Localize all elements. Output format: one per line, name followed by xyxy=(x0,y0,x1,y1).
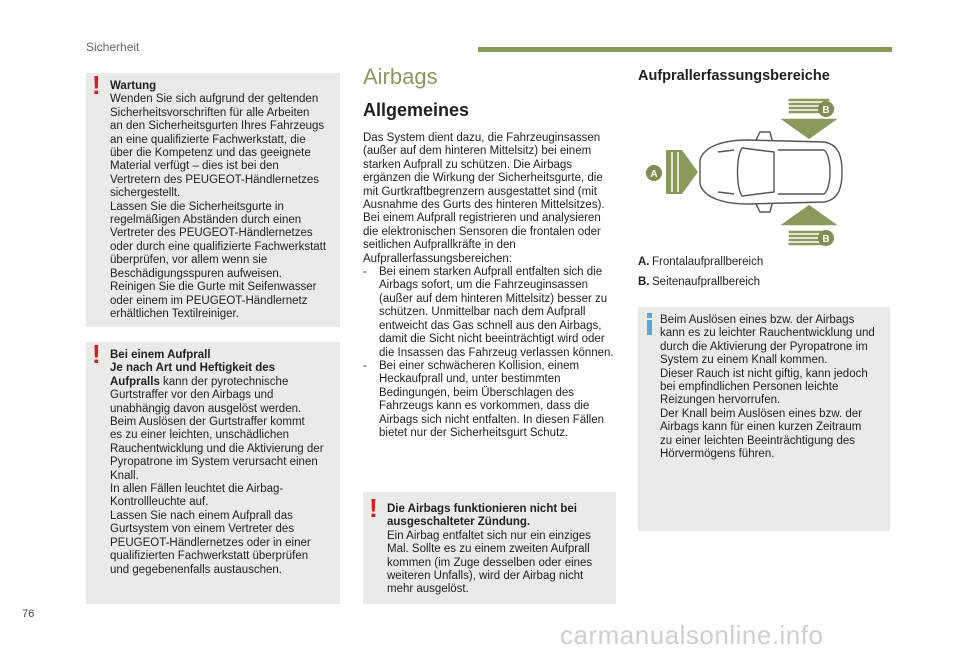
aufprall-bold-word: Aufpralls xyxy=(110,375,160,388)
list-item: - Bei einem starken Aufprall entfalten sich die Airbags sofort, um die Fahrzeuginsassen (außer auf dem hinteren Mittelsitz) besser zu schützen. Unmittelbar nach dem Aufprall entweicht das Gas schnell aus den Airbags, damit die Sicht nicht beeinträchtigt wird oder die Insassen das Fahrzeug verlassen können. xyxy=(363,266,614,359)
wartung-box xyxy=(86,70,340,327)
aufprall-title-rest: kann der pyrotechnische xyxy=(159,375,289,388)
label-b-top: B xyxy=(822,105,830,116)
aufprall-title: Bei einem Aufprall xyxy=(110,349,211,361)
frontal-impact-arrow xyxy=(666,150,698,194)
section-subtitle: Allgemeines xyxy=(363,100,470,120)
airbag-warning-text: Ein Airbag entfaltet sich nur ein einziges Mal. Sollte es zu einem zweiten Aufprall kommen (im Zuge desselben oder eines weiteren Unfalls), wird der Airbag nicht mehr ausgelöst. xyxy=(387,529,593,596)
warning-exclamation-icon: ! xyxy=(92,70,101,100)
info-box xyxy=(638,307,890,531)
info-text: Beim Auslösen eines bzw. der Airbags kann es zu leichter Rauchentwicklung und durch die Aktivierung der Pyropatrone im System zu einem Knall kommen. Dieser Rauch ist nicht giftig, kann jedoch bei empfindlichen Personen leichte Reizungen hervorrufen. Der Knall beim Auslösen eines bzw. der Airbags kann für einen kurzen Zeitraum zu einer leichten Beeinträchtigung des Hörvermögens führen. xyxy=(660,314,875,461)
legend-item-b: B. Seitenaufprallbereich xyxy=(638,276,761,288)
airbag-warning-title: Die Airbags funktionieren nicht bei ausgeschalteter Zündung. xyxy=(387,503,577,529)
page-number: 76 xyxy=(22,608,35,620)
info-icon xyxy=(644,313,656,335)
header-bar xyxy=(478,47,892,52)
intro-paragraph: Das System dient dazu, die Fahrzeuginsassen (außer auf dem hinteren Mittelsitz) bei einem starken Aufprall zu schützen. Die Airbags ergänzen die Wirkung der Sicherheitsgurte, die mit Gurtkraftbegrenzern ausgestattet sind (mit Ausnahme des Gurts des hinteren Mittelsitzes). Bei einem Aufprall registrieren und analysieren die elektronischen Sensoren die frontalen oder seitlichen Aufprallkräfte in den Aufprallerfassungsbereichen: xyxy=(363,132,605,265)
wartung-text: Wenden Sie sich aufgrund der geltenden Sicherheitsvorschriften für alle Arbeiten an den Sicherheitsgurten Ihres Fahrzeugs an eine qualifizierte Fachwerkstatt, die über die Kompetenz und das geeignete Material verfügt – dies ist bei den Vertretern des PEUGEOT-Händlernetzes sichergestellt. Lassen Sie die Sicherheitsgurte in regelmäßigen Abständen durch einen Vertreter des PEUGEOT-Händlernetzes oder durch eine qualifizierte Fachwerkstatt überprüfen, vor allem wenn sie Beschädigungsspuren aufweisen. Reinigen Sie die Gurte mit Seifenwasser oder einem im PEUGEOT-Händlernetz erhältlichen Textilreiniger. xyxy=(110,93,327,320)
page-title: Airbags xyxy=(363,64,438,89)
watermark: carmanualsonline.info xyxy=(560,620,824,650)
airbag-warning-box xyxy=(363,492,616,604)
list-item: - Bei einer schwächeren Kollision, einem Heckaufprall und, unter bestimmten Bedingungen, beim Überschlagen des Fahrzeugs kann es vorkommen, dass die Airbags sich nicht entfalten. In diesen Fällen bietet nur der Sicherheitsgurt Schutz. xyxy=(363,359,605,439)
section-header: Sicherheit xyxy=(86,40,140,54)
car-outline xyxy=(700,132,842,212)
label-a: A xyxy=(650,169,658,180)
aufprall-subtitle: Je nach Art und Heftigkeit des xyxy=(110,362,276,375)
detection-zones-title: Aufprallerfassungsbereiche xyxy=(638,68,830,84)
impact-zones-diagram xyxy=(638,92,848,250)
aufprall-box xyxy=(86,339,340,604)
body-text xyxy=(363,132,619,440)
label-b-bottom: B xyxy=(822,234,830,245)
legend-item-a: A. Frontalaufprallbereich xyxy=(638,256,764,268)
warning-exclamation-icon: ! xyxy=(92,339,101,369)
warning-exclamation-icon: ! xyxy=(369,493,378,523)
aufprall-text: Gurtstraffer vor den Airbags und unabhängig davon ausgelöst werden. Beim Auslösen der Gurtstraffer kommt es zu einer leichten, unschädlichen Rauchentwicklung und die Aktivierung der Pyropatrone im System verursacht einen Knall. In allen Fällen leuchtet die Airbag- Kontrollleuchte auf. Lassen Sie nach einem Aufprall das Gurtsystem von einem Vertreter des PEUGEOT-Händlernetzes oder in einer qualifizierten Fachwerkstatt überprüfen und gegebenenfalls austauschen. xyxy=(110,389,324,576)
wartung-title: Wartung xyxy=(110,80,157,92)
